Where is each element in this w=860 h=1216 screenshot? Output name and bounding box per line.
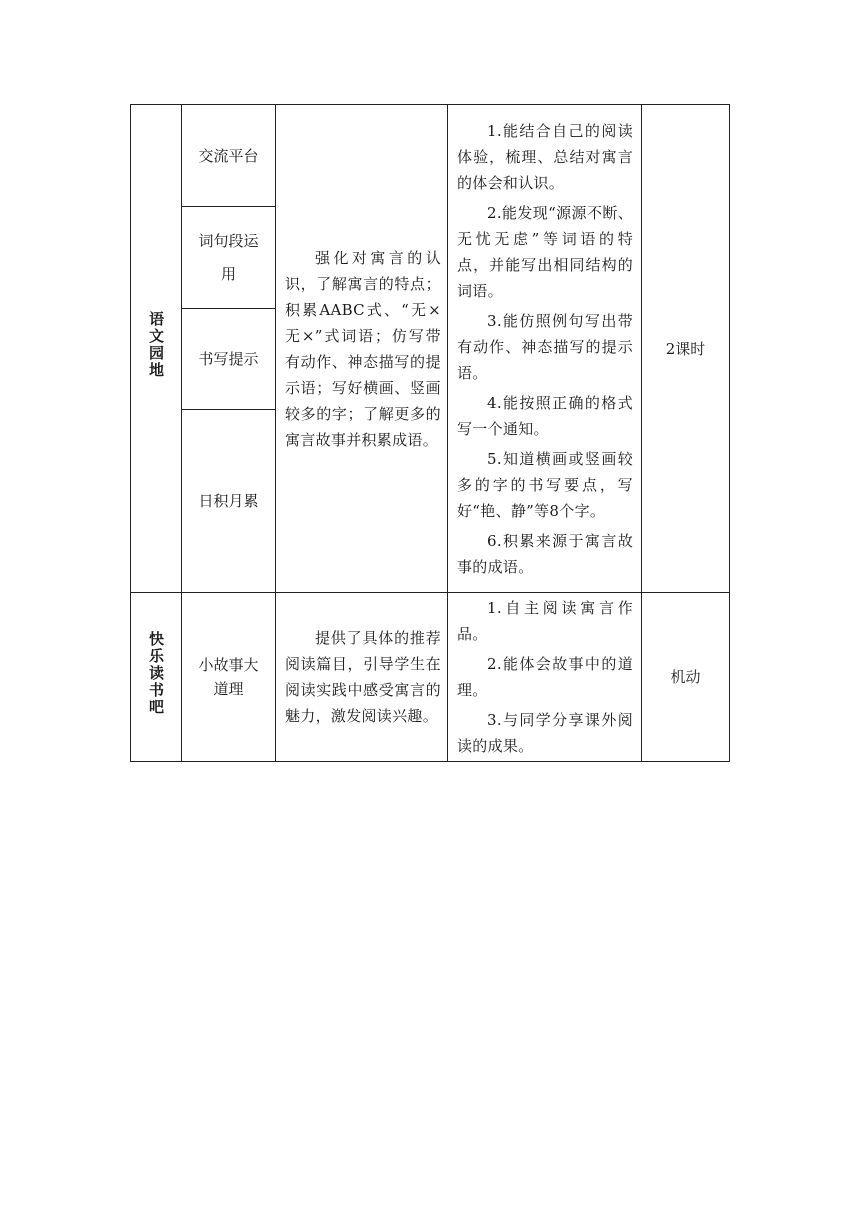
item-cell-ciju-duan-yunyong bbox=[182, 207, 276, 309]
section-label: 语文园地 bbox=[147, 310, 165, 379]
lesson-plan-table bbox=[130, 104, 730, 762]
objective-item: 5.知道横画或竖画较多的字的书写要点，写好“艳、静”等8个字。 bbox=[457, 449, 633, 520]
item-label: 词句段运用 bbox=[198, 231, 259, 283]
section-cell-yuwen-yuandi bbox=[131, 105, 182, 593]
section-cell-kuaile-dushuba bbox=[131, 593, 182, 762]
item-cell-shuxie-tishi bbox=[182, 309, 276, 410]
objective-item: 1.能结合自己的阅读体验，梳理、总结对寓言的体会和认识。 bbox=[457, 121, 633, 192]
item-label: 交流平台 bbox=[198, 146, 259, 165]
objective-item: 3.与同学分享课外阅读的成果。 bbox=[457, 711, 633, 755]
time-value: 机动 bbox=[670, 668, 701, 686]
goal-text: 提供了具体的推荐阅读篇目，引导学生在阅读实践中感受寓言的魅力，激发阅读兴趣。 bbox=[285, 629, 441, 725]
item-cell-xiao-gushi-da-daoli bbox=[182, 593, 276, 762]
goal-text: 强化对寓言的认识，了解寓言的特点；积累AABC式、“无×无×”式词语；仿写带有动作、神态描写的提示语；写好横画、竖画较多的字；了解更多的寓言故事并积累成语。 bbox=[285, 248, 441, 449]
objective-item: 6.积累来源于寓言故事的成语。 bbox=[457, 531, 633, 576]
goal-cell bbox=[276, 593, 448, 762]
item-label: 书写提示 bbox=[198, 350, 259, 368]
item-cell-jiaoliu-pingtai bbox=[182, 105, 276, 207]
objectives-list bbox=[448, 116, 641, 582]
goal-cell bbox=[276, 105, 448, 593]
objective-item: 4.能按照正确的格式写一个通知。 bbox=[457, 393, 633, 438]
time-value: 2课时 bbox=[665, 339, 706, 358]
item-label: 日积月累 bbox=[198, 492, 259, 510]
time-cell bbox=[642, 593, 730, 762]
objectives-list bbox=[448, 593, 641, 761]
objective-item: 2.能发现“源源不断、无忧无虑”等词语的特点，并能写出相同结构的词语。 bbox=[457, 203, 633, 300]
objectives-cell bbox=[448, 593, 642, 762]
objective-item: 2.能体会故事中的道理。 bbox=[457, 655, 633, 699]
item-label: 小故事大道理 bbox=[198, 655, 259, 698]
objectives-cell bbox=[448, 105, 642, 593]
section-label: 快乐读书吧 bbox=[147, 630, 165, 716]
objective-item: 1.自主阅读寓言作品。 bbox=[457, 599, 633, 643]
item-cell-riji-yuelei bbox=[182, 410, 276, 593]
objective-item: 3.能仿照例句写出带有动作、神态描写的提示语。 bbox=[457, 311, 633, 382]
time-cell bbox=[642, 105, 730, 593]
